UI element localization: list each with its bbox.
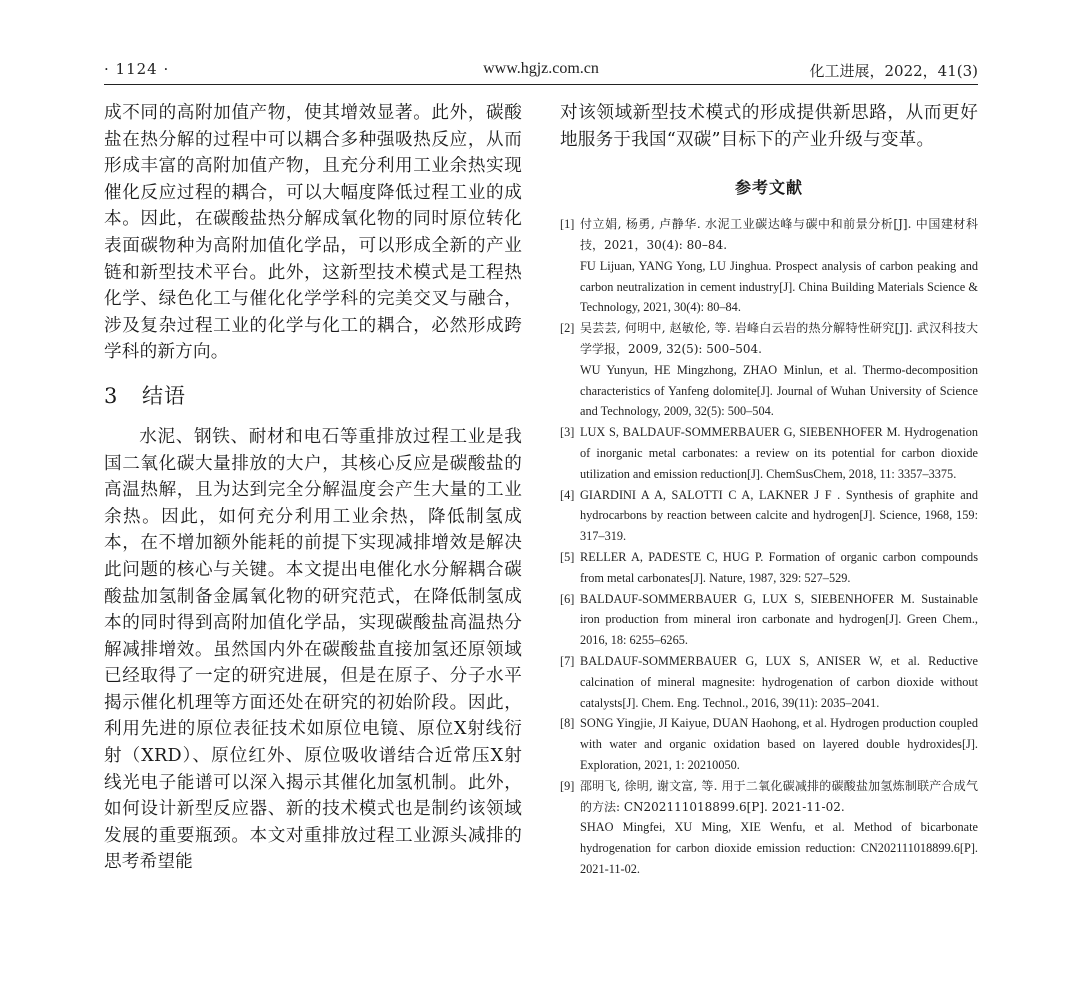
reference-en: WU Yunyun, HE Mingzhong, ZHAO Minlun, et al. Thermo-decomposition characteristics of Yanfeng dolomite[J]. Journal of Wuhan University of Science and Technology, 2009, 32(5): 500–504. [580,362,978,419]
reference-number: [4] [560,487,575,502]
reference-item [560,422,978,484]
reference-number: [6] [560,591,575,606]
reference-number: [5] [560,549,575,564]
reference-en: FU Lijuan, YANG Yong, LU Jinghua. Prospect analysis of carbon peaking and carbon neutralization in cement industry[J]. China Building Materials Science & Technology, 2021, 30(4): 80–84. [580,258,978,315]
reference-number: [7] [560,653,575,668]
references-title: 参考文献 [734,178,803,198]
body-paragraph: 水泥、钢铁、耐材和电石等重排放过程工业是我国二氧化碳大量排放的大户，其核心反应是碳酸盐的高温热解，且为达到完全分解温度会产生大量的工业余热。因此，如何充分利用工业余热，降低制氢成本，在不增加额外能耗的前提下实现减排增效是解决此问题的核心与关键。本文提出电催化水分解耦合碳酸盐加氢制备金属氧化物的研究范式，在降低制氢成本的同时得到高附加值化学品，实现碳酸盐高温热分解减排增效。虽然国内外在碳酸盐直接加氢还原领域已经取得了一定的研究进展，但是在原子、分子水平揭示催化机理等方面还处在研究的初始阶段。因此，利用先进的原位表征技术如原位电镜、原位X射线衍射（XRD）、原位红外、原位吸收谱结合近常压X射线光电子能谱可以深入揭示其催化加氢机制。此外，如何设计新型反应器、新的技术模式也是制约该领域发展的重要瓶颈。本文对重排放过程工业源头减排的思考希望能 [104,426,522,873]
reference-item [560,547,978,589]
reference-en: GIARDINI A A, SALOTTI C A, LAKNER J F . Synthesis of graphite and hydrocarbons by reaction between calcite and hydrogen[J]. Science, 1968, 159: 317–319. [580,487,978,544]
journal-citation: 化工进展，2022，41(3) [809,62,978,80]
reference-en: LUX S, BALDAUF-SOMMERBAUER G, SIEBENHOFER M. Hydrogenation of inorganic metal carbonates: a review on its potential for carbon dioxide utilization and emission reduction[J]. ChemSusChem, 2018, 11: 3357–3375. [580,425,978,481]
reference-en: SONG Yingjie, JI Kaiyue, DUAN Haohong, et al. Hydrogen production coupled with water and organic oxidation based on layered double hydroxides[J]. Exploration, 2021, 1: 20210050. [580,716,978,772]
reference-number: [9] [560,778,575,793]
reference-number: [2] [560,321,575,336]
reference-number: [8] [560,716,575,731]
reference-zh: 吴芸芸, 何明中, 赵敏伦, 等. 岩峰白云岩的热分解特性研究[J]. 武汉科技大学学报，2009, 32(5): 500–504. [580,321,978,356]
reference-en: RELLER A, PADESTE C, HUG P. Formation of organic carbon compounds from metal carbonates[J]. Nature, 1987, 329: 527–529. [580,549,978,585]
section-heading [104,380,522,410]
reference-item [560,776,978,880]
section-number: 3 [104,383,119,408]
reference-en: BALDAUF-SOMMERBAUER G, LUX S, SIEBENHOFER M. Sustainable iron production from mineral iron carbonate and hydrogen[J]. Green Chem., 2016, 18: 6255–6265. [580,591,978,648]
reference-item [560,214,978,318]
section-title: 结语 [142,383,186,408]
reference-zh: 付立娟, 杨勇, 卢静华. 水泥工业碳达峰与碳中和前景分析[J]. 中国建材科技，2021，30(4): 80–84. [580,217,978,252]
right-column [560,100,978,880]
reference-zh: 邵明飞, 徐明, 谢文富, 等. 用于二氧化碳减排的碳酸盐加氢炼制联产合成气的方法: CN202111018899.6[P]. 2021-11-02. [580,778,978,814]
reference-item [560,589,978,651]
reference-en: BALDAUF-SOMMERBAUER G, LUX S, ANISER W, et al. Reductive calcination of mineral magnesite: hydrogenation of carbon dioxide without catalysts[J]. Chem. Eng. Technol., 2016, 39(11): 2035–2041. [580,653,978,710]
left-column [104,100,522,876]
reference-en: SHAO Mingfei, XU Ming, XIE Wenfu, et al. Method of bicarbonate hydrogenation for carbon dioxide emission reduction: CN202111018899.6[P]. 2021-11-02. [580,820,978,876]
reference-item [560,318,978,422]
reference-number: [3] [560,425,575,440]
reference-list [560,214,978,880]
header-rule [104,84,978,85]
reference-item [560,651,978,713]
body-paragraph: 成不同的高附加值产物，使其增效显著。此外，碳酸盐在热分解的过程中可以耦合多种强吸热反应，从而形成丰富的高附加值产物，且充分利用工业余热实现催化反应过程的耦合，可以大幅度降低过程工业的成本。因此，在碳酸盐热分解成氧化物的同时原位转化表面碳物种为高附加值化学品，可以形成全新的产业链和新型技术平台。此外，这新型技术模式是工程热化学、绿色化工与催化化学学科的完美交叉与融合，涉及复杂过程工业的化学与化工的耦合，必然形成跨学科的新方向。 [104,103,522,363]
reference-number: [1] [560,217,575,232]
reference-item [560,485,978,547]
body-paragraph: 对该领域新型技术模式的形成提供新思路，从而更好地服务于我国“双碳”目标下的产业升级与变革。 [560,103,978,150]
page-header [104,58,978,82]
journal-url[interactable]: www.hgjz.com.cn [483,60,599,77]
reference-item [560,713,978,775]
page-number: · 1124 · [104,60,170,78]
